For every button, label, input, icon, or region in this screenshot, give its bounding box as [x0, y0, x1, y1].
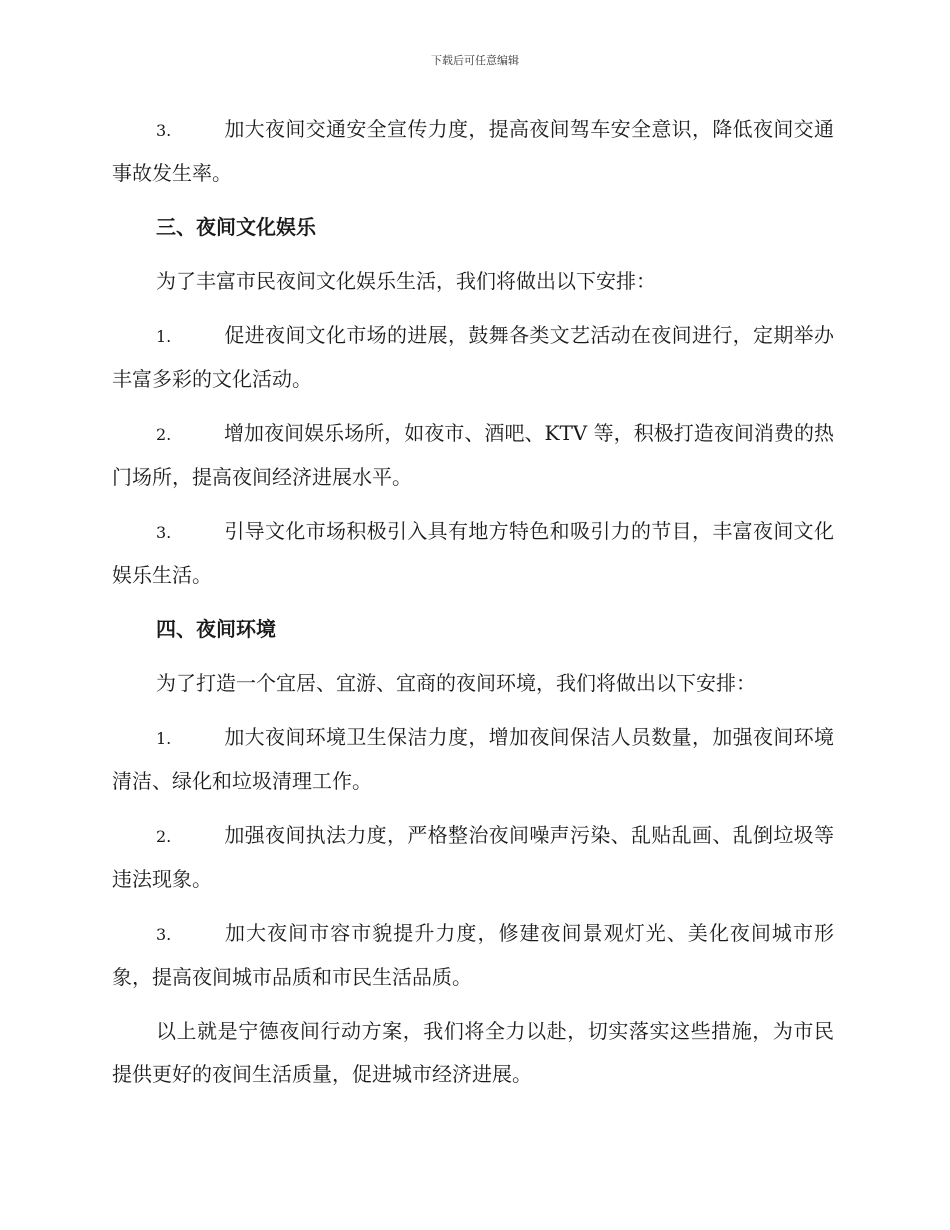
list-item-text: 引导文化市场积极引入具有地方特色和吸引力的节目，丰富夜间文化娱乐生活。 — [112, 519, 834, 587]
document-body — [112, 108, 834, 1107]
list-item — [112, 912, 834, 999]
list-item — [112, 716, 834, 803]
list-number: 2. — [156, 827, 172, 846]
list-item — [112, 814, 834, 901]
list-item — [112, 108, 834, 195]
list-number: 3. — [156, 121, 172, 140]
paragraph: 以上就是宁德夜间行动方案，我们将全力以赴，切实落实这些措施，为市民提供更好的夜间生活质量，促进城市经济进展。 — [112, 1019, 834, 1086]
list-number: 3. — [156, 523, 172, 542]
list-number: 1. — [156, 327, 172, 346]
list-item — [112, 412, 834, 499]
paragraph: 为了丰富市民夜间文化娱乐生活，我们将做出以下安排： — [156, 269, 656, 293]
list-item-text: 增加夜间娱乐场所，如夜市、酒吧、KTV 等，积极打造夜间消费的热门场所，提高夜间经济进展水平。 — [112, 421, 834, 489]
list-number: 3. — [156, 925, 172, 944]
section-heading: 四、夜间环境 — [156, 617, 276, 641]
list-item-text: 促进夜间文化市场的进展，鼓舞各类文艺活动在夜间进行，定期举办丰富多彩的文化活动。 — [112, 323, 834, 391]
list-number: 1. — [156, 729, 172, 748]
page-header: 下载后可任意编辑 — [431, 54, 519, 67]
list-item-text: 加大夜间交通安全宣传力度，提高夜间驾车安全意识，降低夜间交通事故发生率。 — [112, 117, 834, 185]
section-heading: 三、夜间文化娱乐 — [156, 215, 316, 239]
list-item-text: 加大夜间市容市貌提升力度，修建夜间景观灯光、美化夜间城市形象，提高夜间城市品质和市民生活品质。 — [112, 921, 834, 989]
list-item-text: 加大夜间环境卫生保洁力度，增加夜间保洁人员数量，加强夜间环境清洁、绿化和垃圾清理工作。 — [112, 725, 834, 793]
list-item-text: 加强夜间执法力度，严格整治夜间噪声污染、乱贴乱画、乱倒垃圾等违法现象。 — [112, 823, 834, 891]
paragraph: 为了打造一个宜居、宜游、宜商的夜间环境，我们将做出以下安排： — [156, 671, 756, 695]
list-number: 2. — [156, 425, 172, 444]
list-item — [112, 314, 834, 401]
list-item — [112, 510, 834, 597]
